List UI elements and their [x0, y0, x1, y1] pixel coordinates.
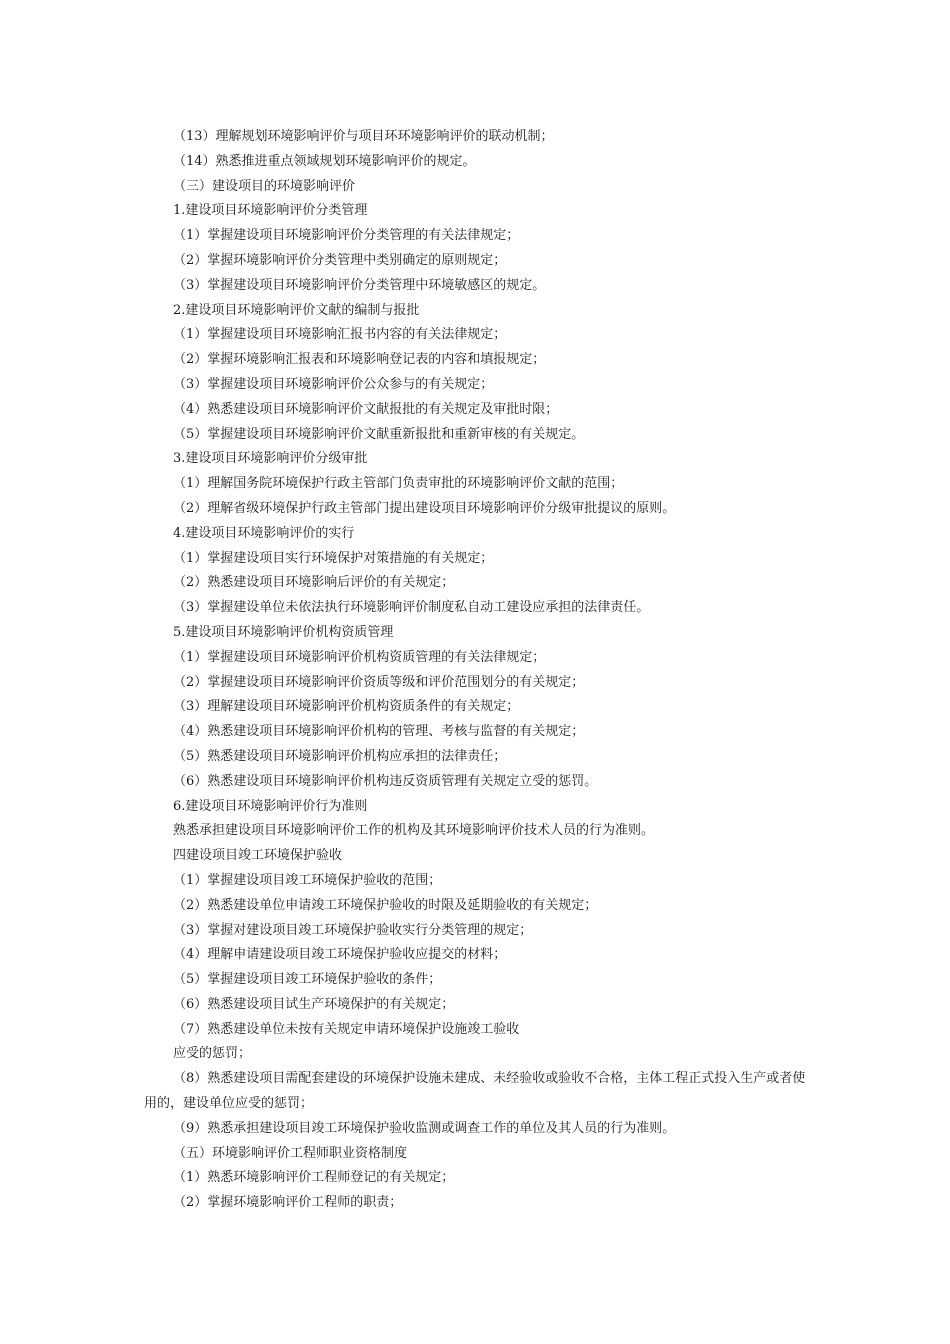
text-line: （14）熟悉推进重点领域规划环境影响评价的规定。 — [173, 153, 476, 169]
section-heading: 四建设项目竣工环境保护验收 — [173, 848, 343, 864]
text-line: （4）理解申请建设项目竣工环境保护验收应提交的材料； — [173, 947, 507, 963]
text-line: （2）理解省级环境保护行政主管部门提出建设项目环境影响评价分级审批提议的原则。 — [173, 500, 676, 516]
text-line: （13）理解规划环境影响评价与项目环环境影响评价的联动机制； — [173, 129, 554, 144]
text-line: （7）熟悉建设单位未按有关规定申请环境保护设施竣工验收 — [173, 1021, 520, 1037]
document-body — [144, 125, 814, 1216]
text-line: 应受的惩罚； — [173, 1046, 252, 1062]
subsection-heading: 4.建设项目环境影响评价的实行 — [173, 525, 355, 541]
text-line: （1）掌握建设项目环境影响评价机构资质管理的有关法律规定； — [173, 649, 546, 665]
subsection-heading: 5.建设项目环境影响评价机构资质管理 — [173, 624, 394, 640]
text-line: （1）掌握建设项目环境影响汇报书内容的有关法律规定； — [173, 327, 507, 343]
text-line: （6）熟悉建设项目试生产环境保护的有关规定； — [173, 996, 455, 1012]
text-line: （3）掌握建设单位未依法执行环境影响评价制度私自动工建设应承担的法律责任。 — [173, 600, 650, 616]
subsection-heading: 1.建设项目环境影响评价分类管理 — [173, 203, 368, 219]
subsection-heading: 2.建设项目环境影响评价文献的编制与报批 — [173, 302, 420, 318]
text-line: （2）熟悉建设单位申请竣工环境保护验收的时限及延期验收的有关规定； — [173, 897, 598, 913]
text-line: （4）熟悉建设项目环境影响评价机构的管理、考核与监督的有关规定； — [173, 724, 585, 740]
text-line: （2）掌握环境影响汇报表和环境影响登记表的内容和填报规定； — [173, 352, 546, 368]
text-line: （2）熟悉建设项目环境影响后评价的有关规定； — [173, 575, 455, 591]
text-line: （6）熟悉建设项目环境影响评价机构违反资质管理有关规定立受的惩罚。 — [173, 773, 598, 789]
text-line: （2）掌握环境影响评价工程师的职责； — [173, 1195, 403, 1211]
text-line: （2）掌握环境影响评价分类管理中类别确定的原则规定； — [173, 252, 507, 268]
text-line: （3）理解建设项目环境影响评价机构资质条件的有关规定； — [173, 699, 520, 715]
text-line: （5）熟悉建设项目环境影响评价机构应承担的法律责任； — [173, 748, 507, 764]
text-line: （2）掌握建设项目环境影响评价资质等级和评价范围划分的有关规定； — [173, 674, 585, 690]
text-line: （5）掌握建设项目环境影响评价文献重新报批和重新审核的有关规定。 — [173, 426, 585, 442]
text-line: （3）掌握建设项目环境影响评价分类管理中环境敏感区的规定。 — [173, 277, 546, 293]
subsection-heading: 3.建设项目环境影响评价分级审批 — [173, 451, 368, 467]
text-line: （1）理解国务院环境保护行政主管部门负责审批的环境影响评价文献的范围； — [173, 476, 624, 492]
text-line: （5）掌握建设项目竣工环境保护验收的条件； — [173, 972, 442, 988]
section-heading: （三）建设项目的环境影响评价 — [173, 178, 356, 194]
section-heading: （五）环境影响评价工程师职业资格制度 — [173, 1145, 408, 1161]
subsection-heading: 6.建设项目环境影响评价行为准则 — [173, 798, 368, 814]
text-line: （3）掌握对建设项目竣工环境保护验收实行分类管理的规定； — [173, 922, 533, 938]
text-line: （9）熟悉承担建设项目竣工环境保护验收监测或调查工作的单位及其人员的行为准则。 — [173, 1120, 676, 1136]
text-line: （4）熟悉建设项目环境影响评价文献报批的有关规定及审批时限； — [173, 401, 559, 417]
text-line: （1）掌握建设项目实行环境保护对策措施的有关规定； — [173, 550, 494, 566]
text-line: （3）掌握建设项目环境影响评价公众参与的有关规定； — [173, 376, 494, 392]
text-line: （1）掌握建设项目竣工环境保护验收的范围； — [173, 872, 442, 888]
text-line: 熟悉承担建设项目环境影响评价工作的机构及其环境影响评价技术人员的行为准则。 — [173, 823, 655, 839]
text-line: （1）掌握建设项目环境影响评价分类管理的有关法律规定； — [173, 228, 520, 244]
wrapped-paragraph: （8）熟悉建设项目需配套建设的环境保护设施未建成、未经验收或验收不合格，主体工程正式投入生产或者使用的，建设单位应受的惩罚； — [144, 1071, 806, 1112]
text-line: （1）熟悉环境影响评价工程师登记的有关规定； — [173, 1170, 455, 1186]
